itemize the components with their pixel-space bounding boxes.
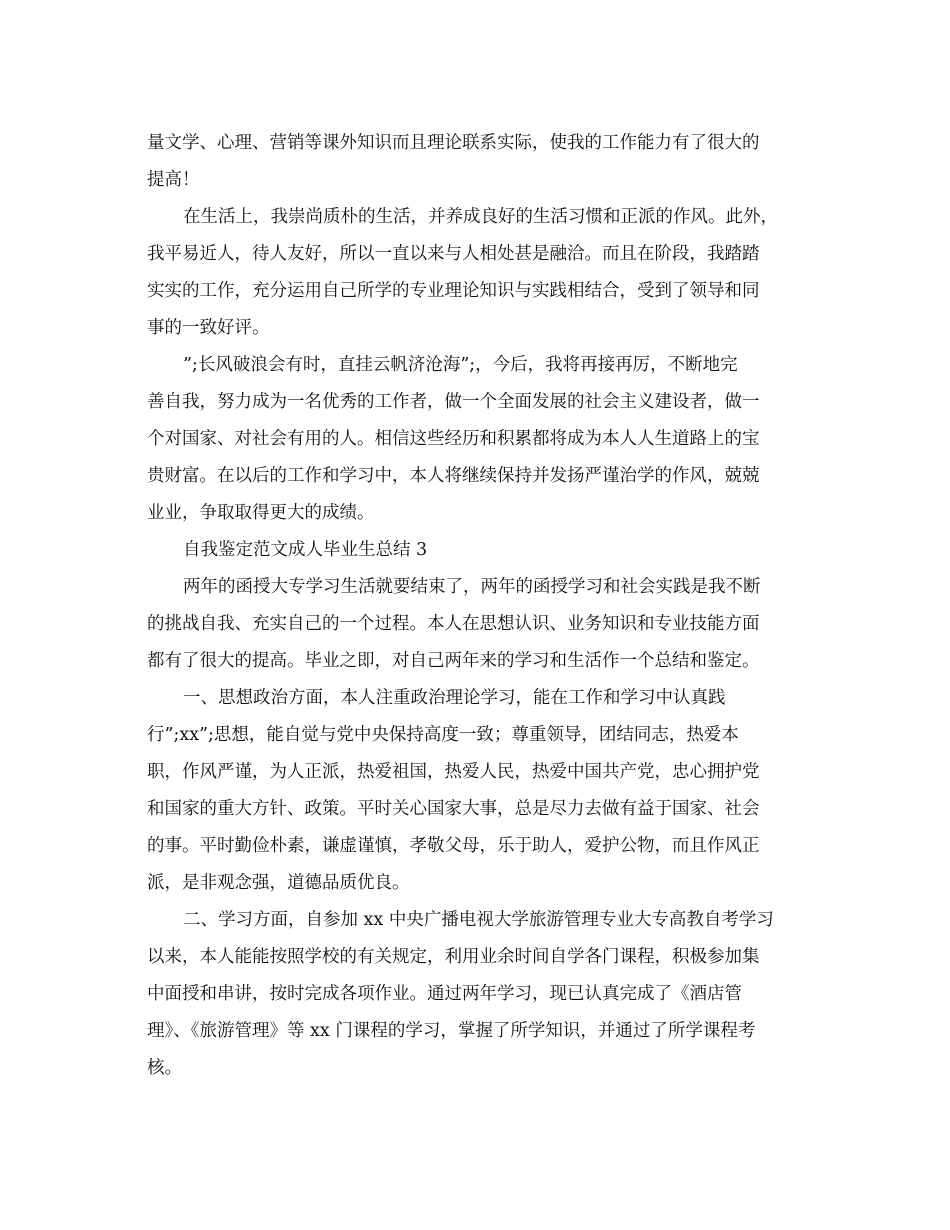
text-line: 职，作风严谨，为人正派，热爱祖国，热爱人民，热爱中国共产党，忠心拥护党 [147,762,760,782]
text-line: ”;长风破浪会有时，直挂云帆济沧海”;，今后，我将再接再厉，不断地完 [183,355,738,375]
text-line: 量文学、心理、营销等课外知识而且理论联系实际，使我的工作能力有了很大的 [147,133,760,153]
text-line: 中面授和串讲，按时完成各项作业。通过两年学习，现已认真完成了《酒店管 [147,984,742,1004]
text-line: 业业，争取取得更大的成绩。 [147,503,375,523]
text-line: 我平易近人，待人友好，所以一直以来与人相处甚是融洽。而且在阶段，我踏踏 [147,244,760,264]
text-line: 一、思想政治方面，本人注重政治理论学习，能在工作和学习中认真践 [183,688,726,708]
text-line: 个对国家、对社会有用的人。相信这些经历和积累都将成为本人人生道路上的宝 [147,429,760,449]
text-line: 的事。平时勤俭朴素，谦虚谨慎，孝敬父母，乐于助人，爱护公物，而且作风正 [147,836,760,856]
text-line: 和国家的重大方针、政策。平时关心国家大事，总是尽力去做有益于国家、社会 [147,799,760,819]
section-heading: 自我鉴定范文成人毕业生总结 3 [183,540,428,560]
text-line: 的挑战自我、充实自己的一个过程。本人在思想认识、业务知识和专业技能方面 [147,614,760,634]
text-line: 派，是非观念强，道德品质优良。 [147,873,410,893]
text-line: 两年的函授大专学习生活就要结束了，两年的函授学习和社会实践是我不断 [183,577,761,597]
text-line: 在生活上，我崇尚质朴的生活，并养成良好的生活习惯和正派的作风。此外， [183,207,778,227]
text-line: 都有了很大的提高。毕业之即，对自己两年来的学习和生活作一个总结和鉴定。 [147,651,760,671]
text-line: 以来，本人能能按照学校的有关规定，利用业余时间自学各门课程，积极参加集 [147,947,760,967]
text-line: 提高！ [147,170,200,190]
text-line: 贵财富。在以后的工作和学习中，本人将继续保持并发扬严谨治学的作风，兢兢 [147,466,760,486]
text-line: 理》、《旅游管理》等 xx 门课程的学习，掌握了所学知识，并通过了所学课程考 [147,1021,756,1041]
text-line: 实实的工作，充分运用自己所学的专业理论知识与实践相结合，受到了领导和同 [147,281,760,301]
text-line: 事的一致好评。 [147,318,270,338]
text-line: 行”;xx”;思想，能自觉与党中央保持高度一致；尊重领导，团结同志，热爱本 [147,725,739,745]
text-line: 善自我，努力成为一名优秀的工作者，做一个全面发展的社会主义建设者，做一 [147,392,760,412]
text-line: 二、学习方面，自参加 xx 中央广播电视大学旅游管理专业大专高教自考学习 [183,910,774,930]
text-line: 核。 [147,1058,182,1078]
